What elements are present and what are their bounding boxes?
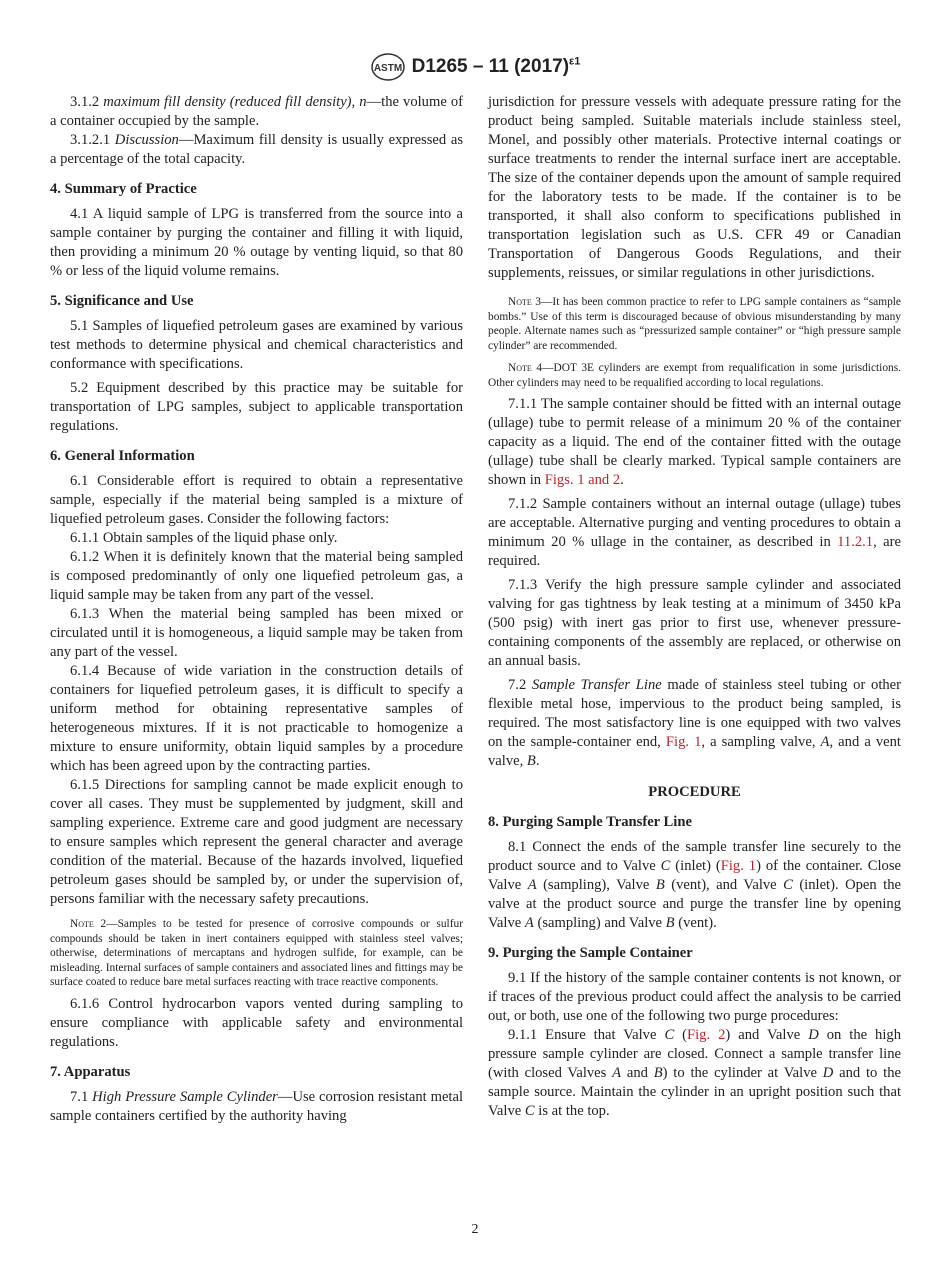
para-7-1-continued: jurisdiction for pressure vessels with adequate pressure rating for the product being sampled. Suitable materials include stainless steel, Monel, and possibly other materials. Protective internal coatings or surface treatments to render the internal surface inert are acceptable. The size of the container depends upon the amount of sample required for the laboratory tests to be made. If the container is to be transported, it shall also conform to specifications published in transportation legislation such as U.S. CFR 49 or Canadian Transportation of Dangerous Goods Regulations, and their supplements, reissues, or similar regulations in other jurisdictions. [488,94,901,281]
para-6-1-3: 6.1.3 When the material being sampled has been mixed or circulated until it is homogeneous, a liquid sample may be taken from any part of the vessel. [50,606,463,660]
right-column [488,93,901,1121]
figure-link[interactable]: Fig. 1 [720,858,757,874]
para-6-1: 6.1 Considerable effort is required to obtain a representative sample, especially if the material being sampled is a mixture of liquefied petroleum gases. Consider the following factors: [50,473,463,527]
para-6-1-4: 6.1.4 Because of wide variation in the construction details of containers for liquefied petroleum gases, it is difficult to specify a uniform method for obtaining representative samples of heterogeneous mixtures. If it is not practicable to homogenize a mixture to ensure uniformity, obtain liquid samples by a procedure which has been agreed upon by the contracting parties. [50,663,463,774]
para-6-1-6: 6.1.6 Control hydrocarbon vapors vented during sampling to ensure compliance with applicable safety and environmental regulations. [50,995,463,1050]
para-9-1-1: 9.1.1 Ensure that Valve C (Fig. 2) and Valve D on the high pressure sample cylinder are closed. Connect a sample transfer line (with closed Valves A and B) to the cylinder at Valve D and to the sample source. Maintain the cylinder in an upright position such that Valve C is at the top. [488,1027,902,1119]
note-3: Note 3—It has been common practice to refer to LPG sample containers as “sample bombs.” Use of this term is discouraged because of obvious misunderstanding by many people. Alternate names such as “pressurized sample container” or “high pressure sample cylinder” are recommended. [488,296,901,352]
section-heading: 7. Apparatus [50,1063,131,1080]
figure-link[interactable]: Figs. 1 and 2 [544,472,621,488]
para-6-1-1: 6.1.1 Obtain samples of the liquid phase only. [70,530,338,546]
para-7-1-2: 7.1.2 Sample containers without an internal outage (ullage) tubes are acceptable. Alternative purging and venting procedures to obtain a minimum 20 % ullage in the container, as described in 11.2.1, are required. [488,496,901,569]
para-5-2: 5.2 Equipment described by this practice may be suitable for transportation of LPG samples, subject to applicable transportation regulations. [50,380,463,434]
para-8-1: 8.1 Connect the ends of the sample transfer line securely to the product source and to Valve C (inlet) (Fig. 1) of the container. Close Valve A (sampling), Valve B (vent), and Valve C (inlet). Open the valve at the product source and purge the transfer line by opening Valve A (sampling) and Valve B (vent). [488,839,901,931]
section-heading: 9. Purging the Sample Container [488,945,693,961]
para-6-1-2: 6.1.2 When it is definitely known that the material being sampled is composed predominantly of only one liquefied petroleum gas, a liquid sample may be taken from any part of the vessel. [50,549,463,603]
para-3-1-2-1: 3.1.2.1 Discussion—Maximum fill density is usually expressed as a percentage of the total capacity. [50,132,463,167]
para-6-1-5: 6.1.5 Directions for sampling cannot be made explicit enough to cover all cases. They must be supplemented by judgment, skill and sampling experience. Extreme care and good judgment are necessary to ensure samples which represent the general character and average condition of the material. Because of the hazards involved, liquefied petroleum gases should be sampled by, or under the supervision of, persons familiar with the necessary safety precautions. [50,777,463,907]
note-2: Note 2—Samples to be tested for presence of corrosive compounds or sulfur compounds should be taken in inert containers equipped with stainless steel valves; otherwise, determinations of mercaptans and hydrogen sulfide, for example, can be misleading. Internal surfaces of sample containers and associated lines and fittings may be surface coated to reduce bare metal surfaces reacting with trace reactive components. [50,918,463,988]
figure-link[interactable]: Fig. 1 [665,734,702,750]
para-5-1: 5.1 Samples of liquefied petroleum gases are examined by various test methods to determine physical and chemical characteristics and conformance with specifications. [50,318,463,372]
procedure-heading: PROCEDURE [648,784,741,800]
designation-superscript: ε1 [569,55,581,68]
para-7-2: 7.2 Sample Transfer Line made of stainless steel tubing or other flexible metal hose, impervious to the product being sampled, is required. The most satisfactory line is one equipped with two valves on the sample-container end, Fig. 1, a sampling valve, A, and a vent valve, B. [488,677,902,769]
para-7-1-3: 7.1.3 Verify the high pressure sample cylinder and associated valving for gas tightness by leak testing at a minimum of 3450 kPa (500 psig) with inert gas prior to first use, whenever pressure-containing components of the assembly are replaced, or otherwise on an annual basis. [488,577,901,669]
astm-logo-icon [370,52,406,82]
left-column [50,93,463,1126]
section-heading: 8. Purging Sample Transfer Line [488,814,692,830]
para-4-1: 4.1 A liquid sample of LPG is transferred from the source into a sample container by purging the container and filling it with liquid, then providing a minimum 20 % outage by venting liquid, so that 80 % or less of the liquid volume remains. [50,206,463,279]
svg-text:ASTM: ASTM [373,63,402,74]
section-heading: 6. General Information [50,448,195,464]
para-9-1: 9.1 If the history of the sample container contents is not known, or if traces of the previous product could affect the analysis to be carried out, or both, use one of the following two purge procedures: [488,970,901,1024]
section-heading: 5. Significance and Use [50,293,194,309]
para-7-1: 7.1 High Pressure Sample Cylinder—Use corrosion resistant metal sample containers certified by the authority having [50,1088,464,1124]
section-link[interactable]: 11.2.1 [837,534,874,550]
para-7-1-1: 7.1.1 The sample container should be fitted with an internal outage (ullage) tube to permit release of a minimum 20 % of the container capacity as a liquid. The end of the container fitted with the outage (ullage) tube shall be clearly marked. Typical sample containers are shown in Figs. 1 and 2. [488,396,901,488]
document-header [0,52,950,82]
para-3-1-2: 3.1.2 maximum fill density (reduced fill density), n—the volume of a container occupied by the sample. [50,94,464,129]
page-number: 2 [471,1222,479,1237]
figure-link[interactable]: Fig. 2 [687,1027,726,1043]
section-heading: 4. Summary of Practice [50,181,197,197]
designation: D1265 – 11 (2017) [411,56,570,78]
note-4: Note 4—DOT 3E cylinders are exempt from requalification in some jurisdictions. Other cylinders may need to be requalified according to local regulations. [488,362,901,389]
